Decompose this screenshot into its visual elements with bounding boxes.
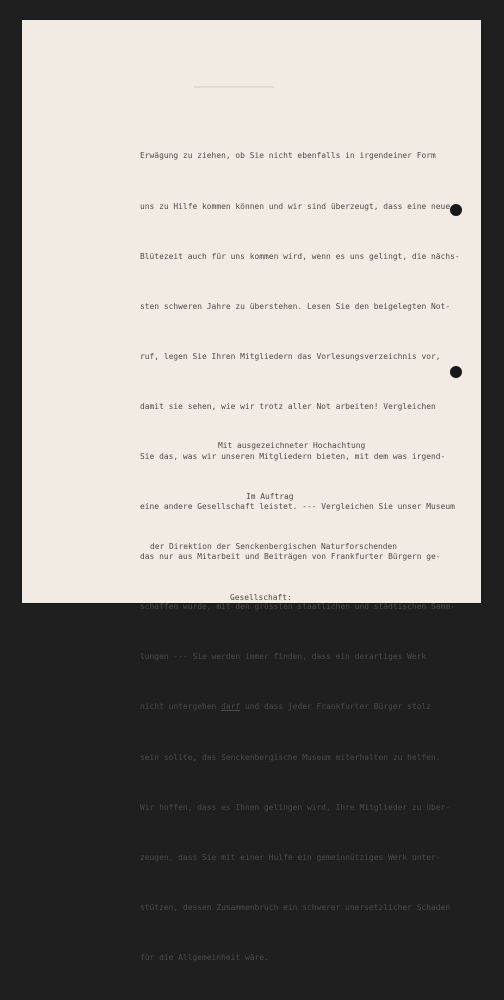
body-line: damit sie sehen, wie wir trotz aller Not arbeiten! Vergleichen xyxy=(140,401,436,411)
body-line: stützen, dessen Zusammenbruch ein schwerer unersetzlicher Schaden xyxy=(140,902,451,912)
body-line: das nur aus Mitarbeit und Beiträgen von Frankfurter Bürgern ge- xyxy=(140,552,441,562)
salutation: Mit ausgezeichneter Hochachtung xyxy=(218,441,366,450)
body-line: sein sollte, das Senckenbergische Museum miterhalten zu helfen. xyxy=(140,752,441,762)
line-segment: nicht untergehen xyxy=(140,702,222,712)
body-line: eine andere Gesellschaft leistet. --- Vergleichen Sie unser Museum xyxy=(140,502,455,512)
body-line: schaffen wurde, mit den grössten staatlichen und städtischen Samm- xyxy=(140,602,455,612)
letter-closing xyxy=(140,403,480,640)
organization-line: der Direktion der Senckenbergischen Naturforschenden xyxy=(150,542,398,552)
body-line: uns zu Hilfe kommen können und wir sind überzeugt, dass eine neue xyxy=(140,201,451,211)
document-page xyxy=(22,20,481,962)
body-line: sten schweren Jahre zu überstehen. Lesen Sie den beigelegten Not- xyxy=(140,301,451,311)
punch-hole xyxy=(450,204,462,216)
organization-line: Gesellschaft: xyxy=(230,593,292,603)
faint-mark xyxy=(194,86,274,88)
body-line: ruf, legen Sie Ihren Mitgliedern das Vorlesungsverzeichnis vor, xyxy=(140,351,441,361)
body-line: zeugen, dass Sie mit einer Hulfe ein gemeinnütziges Werk unter- xyxy=(140,852,441,862)
body-line-underlined xyxy=(140,699,500,716)
line-segment: und dass jeder Frankfurter Bürger stolz xyxy=(240,702,432,712)
punch-hole xyxy=(450,366,462,378)
body-line: Wir hoffen, dass es Ihnen gelingen wird, Ihre Mitglieder zu über- xyxy=(140,802,451,812)
on-behalf: Im Auftrag xyxy=(246,491,294,501)
body-line: Erwägung zu ziehen, ob Sie nicht ebenfalls in irgendeiner Form xyxy=(140,151,436,161)
body-line: für die Allgemeinheit wäre. xyxy=(140,952,269,962)
body-line: Blütezeit auch für uns kommen wird, wenn es uns gelingt, die nächs- xyxy=(140,251,460,261)
body-line: Sie das, was wir unseren Mitgliedern bieten, mit dem was irgend- xyxy=(140,451,446,461)
underlined-word: darf xyxy=(221,702,241,712)
body-line: lungen --- Sie werden immer finden, dass ein derartiges Werk xyxy=(140,652,427,662)
